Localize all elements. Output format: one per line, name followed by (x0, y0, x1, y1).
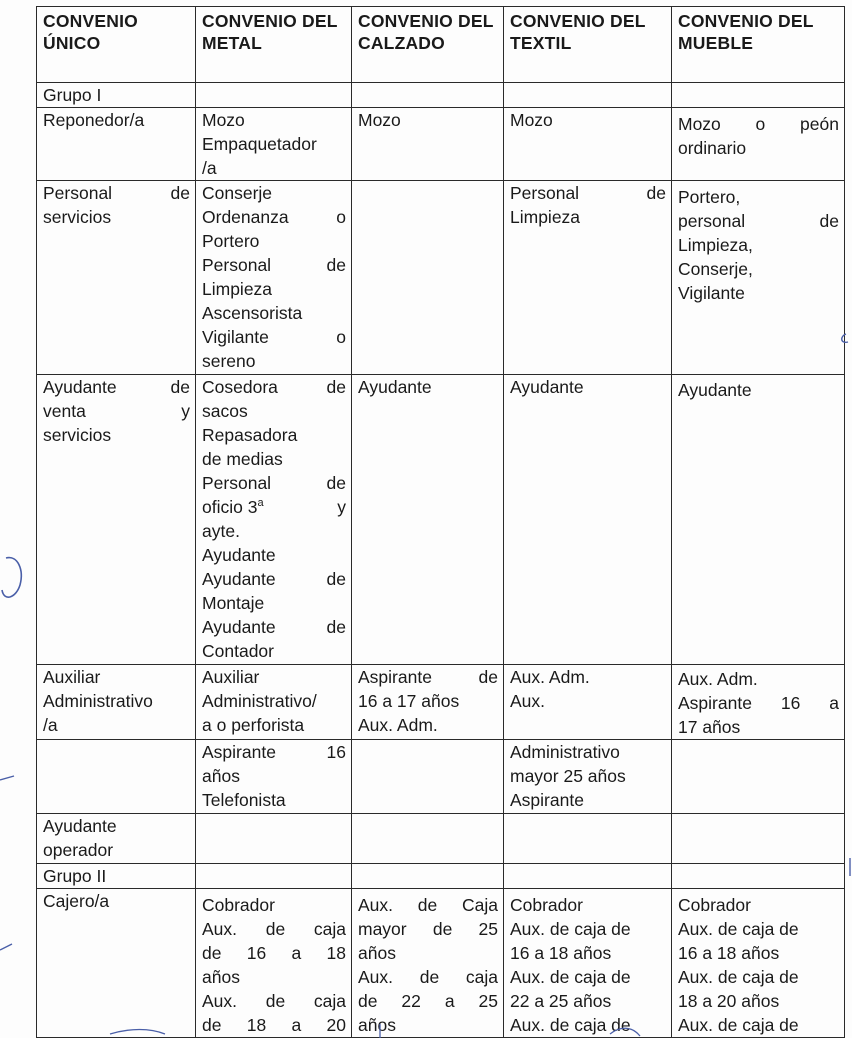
cell-textil: Cobrador Aux. de caja de 16 a 18 años Aux. de caja de 22 a 25 años Aux. de caja de (504, 889, 672, 1038)
group-row-grupo-2 (37, 864, 845, 889)
cell-metal: Conserje Ordenanza o Portero Personal de Limpieza Ascensorista Vigilante o sereno (196, 181, 352, 375)
cell-metal: Cobrador Aux. de caja de 16 a 18 años Aux. de caja de 18 a 20 (196, 889, 352, 1038)
row-label: Reponedor/a (37, 108, 196, 181)
row-label: Auxiliar Administrativo /a (37, 665, 196, 740)
convenio-equivalence-table (36, 6, 845, 1038)
table-row-cajero (37, 889, 845, 1038)
table-row-personal-servicios (37, 181, 845, 375)
ink-tick-left-2 (0, 944, 12, 950)
cell-calzado: Aspirante de 16 a 17 años Aux. Adm. (352, 665, 504, 740)
header-row (37, 7, 845, 83)
row-label: Ayudante de venta y servicios (37, 375, 196, 665)
cell-mueble: Cobrador Aux. de caja de 16 a 18 años Aux. de caja de 18 a 20 años Aux. de caja de (672, 889, 845, 1038)
header-convenio-calzado: CONVENIO DEL CALZADO (352, 7, 504, 83)
header-convenio-textil: CONVENIO DEL TEXTIL (504, 7, 672, 83)
header-convenio-metal: CONVENIO DEL METAL (196, 7, 352, 83)
table-row-auxiliar-administrativo (37, 665, 845, 740)
row-label: Ayudante operador (37, 814, 196, 864)
ink-tick-left-1 (0, 776, 14, 780)
cell-metal: Aspirante 16 años Telefonista (196, 740, 352, 814)
cell-calzado (352, 740, 504, 814)
header-convenio-unico: CONVENIO ÚNICO (37, 7, 196, 83)
row-label: Cajero/a (37, 889, 196, 1038)
cell-metal: Auxiliar Administrativo/ a o perforista (196, 665, 352, 740)
cell-metal: Mozo Empaquetador /a (196, 108, 352, 181)
table-row-auxiliar-continuation (37, 740, 845, 814)
cell-calzado: Ayudante (352, 375, 504, 665)
cell-metal: Cosedora de sacos Repasadora de medias Personal de oficio 3$^a$ y ayte. Ayudante Ayudante de Montaje Ayudante de Contador (196, 375, 352, 665)
cell-textil: Aux. Adm. Aux. (504, 665, 672, 740)
group-row-grupo-1 (37, 83, 845, 108)
cell-calzado: Aux. de Caja mayor de 25 años Aux. de caja de 22 a 25 años (352, 889, 504, 1038)
cell-textil: Personal de Limpieza (504, 181, 672, 375)
table-row-ayudante-venta (37, 375, 845, 665)
cell-textil: Administrativo mayor 25 años Aspirante (504, 740, 672, 814)
cell-mueble: Mozo o peón ordinario (672, 108, 845, 181)
group-label: Grupo I (37, 83, 196, 108)
cell-textil: Mozo (504, 108, 672, 181)
row-label: Personal de servicios (37, 181, 196, 375)
cell-calzado: Mozo (352, 108, 504, 181)
group-label: Grupo II (37, 864, 196, 889)
table-row-ayudante-operador (37, 814, 845, 864)
row-label (37, 740, 196, 814)
ink-loop-left (2, 558, 21, 598)
cell-mueble (672, 740, 845, 814)
oficio-line: oficio 3$^a$ y (202, 497, 346, 517)
table-row-reponedor (37, 108, 845, 181)
cell-mueble: Portero, personal de Limpieza, Conserje, Vigilante (672, 181, 845, 375)
cell-mueble: Aux. Adm. Aspirante 16 a 17 años (672, 665, 845, 740)
cell-textil: Ayudante (504, 375, 672, 665)
cell-calzado (352, 181, 504, 375)
cell-mueble: Ayudante (672, 375, 845, 665)
header-convenio-mueble: CONVENIO DEL MUEBLE (672, 7, 845, 83)
